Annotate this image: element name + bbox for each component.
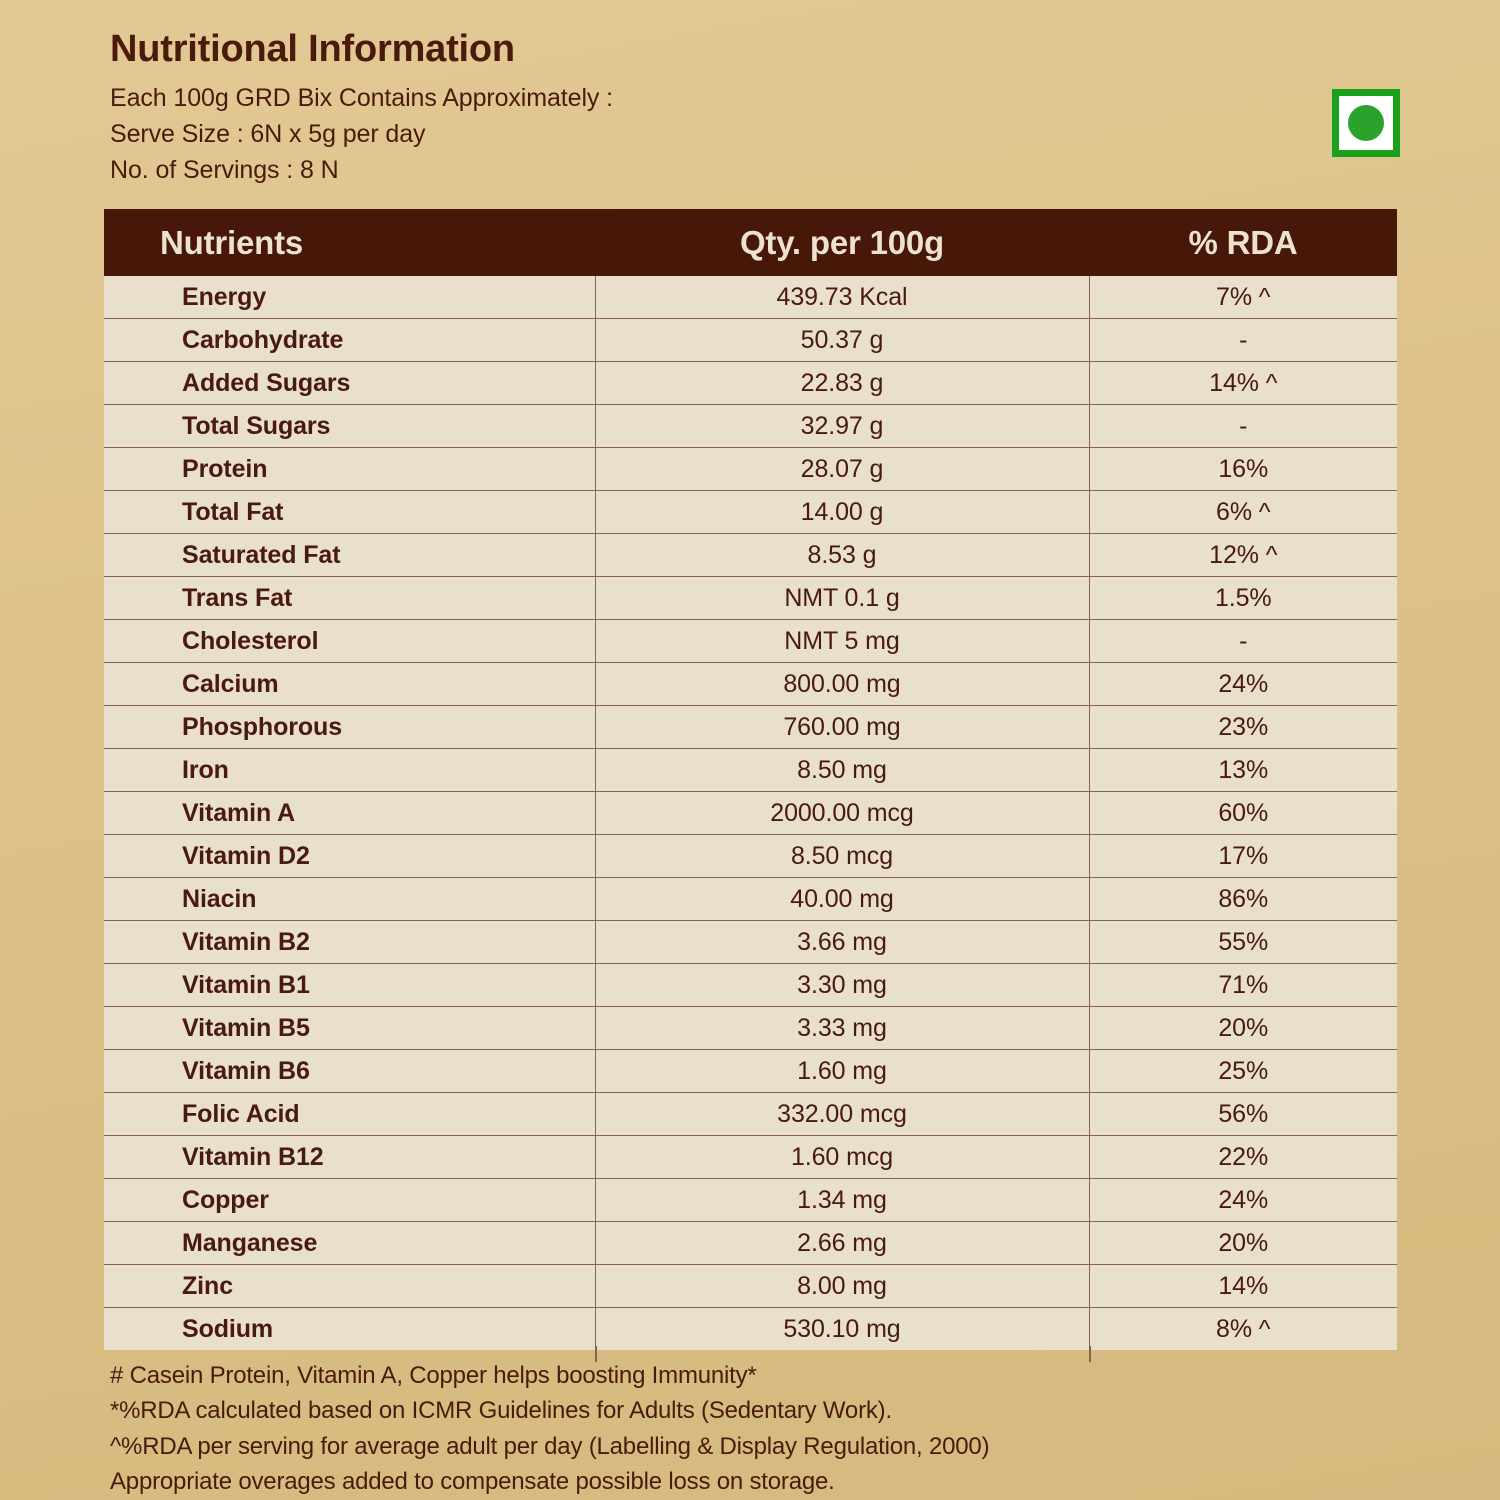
- nutrition-table: [104, 209, 1397, 1350]
- header-line-contains: Each 100g GRD Bix Contains Approximately :: [110, 83, 613, 112]
- table-row: [104, 921, 1397, 964]
- footnotes-block: [110, 1358, 1360, 1499]
- nutrient-name: Energy: [104, 276, 595, 319]
- nutrient-name: Sodium: [182, 1314, 274, 1343]
- nutrient-rda: 56%: [1089, 1093, 1397, 1136]
- nutrient-qty: NMT 0.1 g: [595, 577, 1089, 620]
- table-row: [104, 577, 1397, 620]
- table-row: [104, 1265, 1397, 1308]
- nutrient-rda: 24%: [1089, 1179, 1397, 1222]
- nutrient-qty: 439.73 Kcal: [595, 276, 1089, 319]
- nutrient-name: Trans Fat: [104, 577, 595, 620]
- nutrient-rda: 13%: [1089, 749, 1397, 792]
- nutrient-qty: 2000.00 mcg: [595, 792, 1089, 835]
- nutrient-name: Vitamin B5: [104, 1007, 595, 1050]
- table-row: [104, 1007, 1397, 1050]
- nutrient-qty: 22.83 g: [595, 362, 1089, 405]
- nutrient-name: Calcium: [104, 663, 595, 706]
- table-body: [104, 276, 1397, 1350]
- nutrient-qty: 1.34 mg: [595, 1179, 1089, 1222]
- nutrient-name: Carbohydrate: [104, 319, 595, 362]
- nutrient-rda: -: [1089, 620, 1397, 663]
- table-row: [104, 878, 1397, 921]
- nutrient-name: Total Fat: [104, 491, 595, 534]
- nutrient-qty: NMT 5 mg: [595, 620, 1089, 663]
- nutrient-qty: 1.60 mcg: [595, 1136, 1089, 1179]
- footnote-labelling: ^%RDA per serving for average adult per day (Labelling & Display Regulation, 2000): [110, 1432, 990, 1460]
- nutrient-rda: 20%: [1089, 1007, 1397, 1050]
- page-title: Nutritional Information: [110, 28, 515, 70]
- nutrient-name: Iron: [104, 749, 595, 792]
- veg-mark-icon: [1332, 89, 1400, 157]
- table-row: [104, 276, 1397, 319]
- nutrient-name: Manganese: [104, 1222, 595, 1265]
- table-row: [104, 663, 1397, 706]
- nutrient-qty: 3.33 mg: [595, 1007, 1089, 1050]
- nutrient-name: Copper: [104, 1179, 595, 1222]
- table-row: [104, 405, 1397, 448]
- nutrient-name: Niacin: [104, 878, 595, 921]
- nutrient-name: Saturated Fat: [104, 534, 595, 577]
- nutrient-name: Total Sugars: [104, 405, 595, 448]
- nutrient-rda: 25%: [1089, 1050, 1397, 1093]
- nutrient-qty: 760.00 mg: [595, 706, 1089, 749]
- nutrient-rda: 24%: [1089, 663, 1397, 706]
- column-header-nutrients: Nutrients: [160, 223, 304, 261]
- table-row: [104, 1222, 1397, 1265]
- nutrient-name: Protein: [104, 448, 595, 491]
- footnote-icmr: *%RDA calculated based on ICMR Guidelines for Adults (Sedentary Work).: [110, 1397, 892, 1425]
- nutrient-name: Vitamin A: [104, 792, 595, 835]
- nutrient-rda: 12% ^: [1089, 534, 1397, 577]
- nutrient-rda: 14% ^: [1089, 362, 1397, 405]
- table-row: [104, 1093, 1397, 1136]
- nutrient-name: Vitamin B2: [104, 921, 595, 964]
- header-line-servings: No. of Servings : 8 N: [110, 155, 339, 184]
- nutrient-rda: 17%: [1089, 835, 1397, 878]
- column-header-rda: % RDA: [1188, 223, 1298, 261]
- nutrient-rda: 71%: [1089, 964, 1397, 1007]
- nutrient-qty: 530.10 mg: [595, 1308, 1089, 1351]
- nutrient-qty: 1.60 mg: [595, 1050, 1089, 1093]
- nutrient-rda: 20%: [1089, 1222, 1397, 1265]
- nutrient-qty: 800.00 mg: [595, 663, 1089, 706]
- nutrient-name: Added Sugars: [104, 362, 595, 405]
- nutrient-name: Vitamin B12: [104, 1136, 595, 1179]
- nutrient-rda: 60%: [1089, 792, 1397, 835]
- table-header-row: [104, 209, 1397, 276]
- nutrient-rda: 14%: [1089, 1265, 1397, 1308]
- header-line-serve-size: Serve Size : 6N x 5g per day: [110, 119, 426, 148]
- nutrient-name: Cholesterol: [104, 620, 595, 663]
- nutrient-name: Phosphorous: [104, 706, 595, 749]
- nutrient-qty: 8.53 g: [595, 534, 1089, 577]
- table-header: [104, 209, 1397, 276]
- table-row: [104, 749, 1397, 792]
- table-row: [104, 1179, 1397, 1222]
- nutrient-qty: 3.66 mg: [595, 921, 1089, 964]
- table-row: [104, 534, 1397, 577]
- nutrient-rda: 16%: [1089, 448, 1397, 491]
- nutrient-name: Folic Acid: [104, 1093, 595, 1136]
- table-row: [104, 792, 1397, 835]
- nutrient-qty: 32.97 g: [595, 405, 1089, 448]
- nutrient-qty: 8.50 mg: [595, 749, 1089, 792]
- nutrient-qty: 28.07 g: [595, 448, 1089, 491]
- footnote-immunity: # Casein Protein, Vitamin A, Copper helps boosting Immunity*: [110, 1362, 757, 1389]
- table-row: [104, 1050, 1397, 1093]
- nutrient-qty: 8.00 mg: [595, 1265, 1089, 1308]
- nutrient-rda: 6% ^: [1089, 491, 1397, 534]
- nutrient-qty: 2.66 mg: [595, 1222, 1089, 1265]
- veg-mark-dot-icon: [1348, 105, 1384, 141]
- nutrient-qty: 3.30 mg: [595, 964, 1089, 1007]
- nutrient-qty: 14.00 g: [595, 491, 1089, 534]
- table-row: [104, 319, 1397, 362]
- table-row: [104, 835, 1397, 878]
- nutrient-name: Vitamin B6: [104, 1050, 595, 1093]
- table-row: [104, 448, 1397, 491]
- nutrient-rda: 23%: [1089, 706, 1397, 749]
- nutrient-qty: 8.50 mcg: [595, 835, 1089, 878]
- table-row: [104, 362, 1397, 405]
- nutrient-name: Vitamin B1: [104, 964, 595, 1007]
- nutrient-qty: 50.37 g: [595, 319, 1089, 362]
- nutrient-name: Zinc: [104, 1265, 595, 1308]
- nutrient-rda: 1.5%: [1089, 577, 1397, 620]
- nutrient-rda: -: [1089, 319, 1397, 362]
- table-row: [104, 620, 1397, 663]
- nutrient-rda: 22%: [1089, 1136, 1397, 1179]
- nutrient-qty: 332.00 mcg: [595, 1093, 1089, 1136]
- table-row: [104, 1308, 1397, 1351]
- nutrient-name: Vitamin D2: [104, 835, 595, 878]
- table-row: [104, 706, 1397, 749]
- column-header-qty: Qty. per 100g: [739, 223, 945, 261]
- table-row: [104, 1136, 1397, 1179]
- header-block: [110, 28, 1290, 188]
- table-row: [104, 491, 1397, 534]
- nutrient-rda: 86%: [1089, 878, 1397, 921]
- nutrient-qty: 40.00 mg: [595, 878, 1089, 921]
- nutrient-rda: 7% ^: [1089, 276, 1397, 319]
- nutrient-rda: 55%: [1089, 921, 1397, 964]
- nutrient-rda: 8% ^: [1089, 1308, 1397, 1351]
- footnote-overages: Appropriate overages added to compensate possible loss on storage.: [110, 1467, 835, 1495]
- table-row: [104, 964, 1397, 1007]
- nutrient-rda: -: [1089, 405, 1397, 448]
